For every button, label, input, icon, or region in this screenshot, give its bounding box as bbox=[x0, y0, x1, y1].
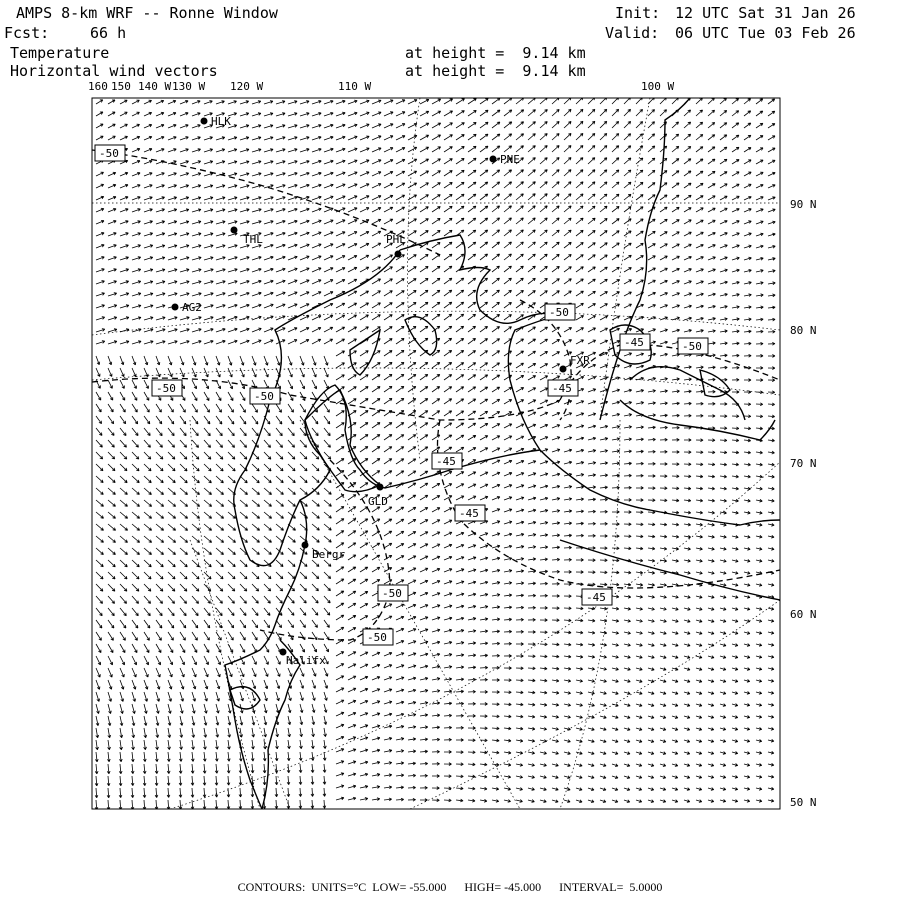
interval-label: INTERVAL= bbox=[559, 880, 624, 894]
field1-height: at height = 9.14 km bbox=[405, 44, 586, 62]
lat-label-90n: 90 N bbox=[790, 198, 817, 211]
station-hlk bbox=[201, 115, 232, 128]
latitude-labels bbox=[790, 198, 817, 809]
svg-text:GLD: GLD bbox=[368, 495, 388, 508]
field1-label: Temperature bbox=[10, 44, 110, 62]
svg-text:FXR: FXR bbox=[570, 354, 590, 367]
svg-text:-45: -45 bbox=[459, 507, 479, 520]
units-label: UNITS=°C bbox=[311, 880, 367, 894]
init-value: 12 UTC Sat 31 Jan 26 bbox=[675, 4, 856, 22]
forecast-label: Fcst: bbox=[4, 24, 50, 42]
lat-label-50n: 50 N bbox=[790, 796, 817, 809]
forecast-value: 66 h bbox=[90, 24, 127, 42]
svg-text:-50: -50 bbox=[682, 340, 702, 353]
svg-text:-50: -50 bbox=[382, 587, 402, 600]
svg-text:-45: -45 bbox=[436, 455, 456, 468]
station-ag2 bbox=[172, 301, 202, 314]
coastlines bbox=[225, 98, 780, 809]
map-title: AMPS 8-km WRF -- Ronne Window bbox=[16, 4, 278, 22]
contour-info-footer bbox=[0, 880, 900, 895]
svg-text:-50: -50 bbox=[549, 306, 569, 319]
svg-text:Halifx: Halifx bbox=[286, 654, 326, 667]
contour-label bbox=[432, 453, 462, 469]
lon-label-140w: 140 W bbox=[138, 80, 172, 93]
contour-label bbox=[378, 585, 408, 601]
lon-label-100w: 100 W bbox=[641, 80, 675, 93]
high-label: HIGH= bbox=[464, 880, 502, 894]
contour-label bbox=[620, 334, 650, 350]
lon-label-120w: 120 W bbox=[230, 80, 264, 93]
station-bergr bbox=[302, 542, 346, 562]
station-phl bbox=[386, 233, 406, 258]
svg-text:-50: -50 bbox=[156, 382, 176, 395]
contour-label bbox=[152, 380, 182, 396]
high-value: -45.000 bbox=[504, 880, 542, 894]
lon-label-160: 160 bbox=[88, 80, 108, 93]
svg-text:-50: -50 bbox=[254, 390, 274, 403]
station-fxr bbox=[560, 354, 591, 373]
contour-label bbox=[95, 145, 125, 161]
low-value: -55.000 bbox=[409, 880, 447, 894]
svg-text:AG2: AG2 bbox=[182, 301, 202, 314]
station-thl bbox=[231, 227, 264, 247]
contour-label bbox=[455, 505, 485, 521]
contour-label bbox=[363, 629, 393, 645]
valid-value: 06 UTC Tue 03 Feb 26 bbox=[675, 24, 856, 42]
svg-text:-45: -45 bbox=[586, 591, 606, 604]
svg-text:PHL: PHL bbox=[386, 233, 406, 246]
svg-text:-50: -50 bbox=[367, 631, 387, 644]
init-label: Init: bbox=[615, 4, 661, 22]
valid-label: Valid: bbox=[605, 24, 660, 42]
longitude-labels bbox=[88, 80, 674, 93]
lon-label-110w: 110 W bbox=[338, 80, 372, 93]
low-label: LOW= bbox=[372, 880, 407, 894]
contours-label: CONTOURS: bbox=[237, 880, 306, 894]
contour-label bbox=[548, 380, 578, 396]
svg-text:-50: -50 bbox=[99, 147, 119, 160]
field2-height: at height = 9.14 km bbox=[405, 62, 586, 80]
contour-label bbox=[250, 388, 280, 404]
contour-label bbox=[582, 589, 612, 605]
svg-text:-45: -45 bbox=[624, 336, 644, 349]
svg-text:Bergr: Bergr bbox=[312, 548, 346, 561]
lat-label-80n: 80 N bbox=[790, 324, 817, 337]
lat-label-60n: 60 N bbox=[790, 608, 817, 621]
svg-text:HLK: HLK bbox=[211, 115, 231, 128]
field2-label: Horizontal wind vectors bbox=[10, 62, 218, 80]
contour-label bbox=[545, 304, 575, 320]
svg-text:-45: -45 bbox=[552, 382, 572, 395]
svg-text:THL: THL bbox=[243, 233, 263, 246]
lon-label-130w: 130 W bbox=[172, 80, 206, 93]
interval-value: 5.0000 bbox=[629, 880, 663, 894]
contour-label bbox=[678, 338, 708, 354]
station-pne bbox=[490, 153, 520, 166]
contour-labels bbox=[95, 145, 708, 645]
lon-label-150: 150 bbox=[111, 80, 131, 93]
lat-label-70n: 70 N bbox=[790, 457, 817, 470]
svg-text:PNE: PNE bbox=[500, 153, 520, 166]
temperature-contours bbox=[92, 150, 780, 640]
